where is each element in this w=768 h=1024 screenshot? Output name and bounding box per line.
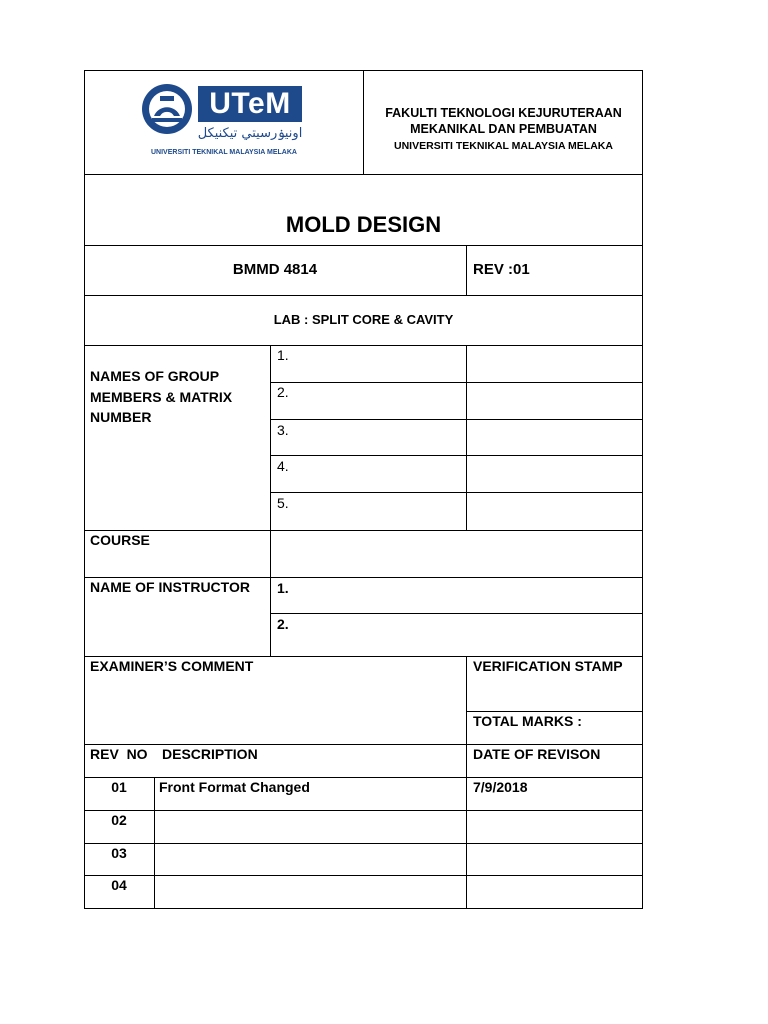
instructor-entry: 2. (277, 616, 289, 632)
rule (270, 613, 643, 614)
revision-number: REV :01 (473, 261, 530, 278)
rule (270, 455, 643, 456)
cover-form (84, 70, 643, 909)
member-entry: 1. (277, 347, 289, 363)
lab-title: LAB : SPLIT CORE & CAVITY (273, 312, 454, 327)
instructor-entry: 1. (277, 580, 289, 596)
rule (84, 345, 643, 346)
rule (270, 492, 643, 493)
rev-no-cell: 01 (111, 779, 127, 795)
rule (84, 843, 643, 844)
member-entry: 4. (277, 458, 289, 474)
document-title: MOLD DESIGN (285, 212, 442, 237)
border-bottom (84, 908, 643, 909)
member-entry: 3. (277, 422, 289, 438)
rule (154, 777, 155, 909)
date-header: DATE OF REVISON (473, 746, 601, 762)
rule (84, 810, 643, 811)
rule (84, 656, 643, 657)
member-entry: 5. (277, 495, 289, 511)
rule (84, 245, 643, 246)
logo-wordmark: UTeM (209, 87, 291, 120)
examiner-comment-label: EXAMINER’S COMMENT (90, 658, 254, 674)
rule (84, 174, 643, 175)
rule (84, 577, 643, 578)
rule (466, 711, 643, 712)
rule (270, 382, 643, 383)
group-label-line-2: MEMBERS & MATRIX (90, 389, 233, 405)
rule (84, 777, 643, 778)
description-header: DESCRIPTION (162, 746, 258, 762)
rule (84, 295, 643, 296)
rule (466, 245, 467, 295)
logo-university-name: UNIVERSITI TEKNIKAL MALAYSIA MELAKA (151, 149, 297, 156)
rule (270, 345, 271, 656)
university-name: UNIVERSITI TEKNIKAL MALAYSIA MELAKA (394, 140, 613, 152)
description-cell: Front Format Changed (159, 779, 310, 795)
date-cell: 7/9/2018 (473, 779, 528, 795)
rev-no-cell: 03 (111, 845, 127, 861)
rev-no-header: REV NO (90, 746, 148, 762)
group-label-line-1: NAMES OF GROUP (90, 368, 220, 384)
rule (466, 656, 467, 909)
utem-seal-icon (140, 82, 194, 136)
rule (84, 875, 643, 876)
instructor-label: NAME OF INSTRUCTOR (90, 579, 250, 595)
course-code: BMMD 4814 (232, 261, 318, 278)
rule (270, 419, 643, 420)
rev-no-cell: 04 (111, 877, 127, 893)
course-label: COURSE (90, 532, 150, 548)
utem-logo (140, 82, 308, 162)
total-marks-label: TOTAL MARKS : (473, 713, 582, 729)
border-right (642, 70, 643, 909)
member-entry: 2. (277, 384, 289, 400)
faculty-line-1: FAKULTI TEKNOLOGI KEJURUTERAAN (385, 106, 622, 120)
rule (466, 345, 467, 530)
logo-jawi-text: اونيۏرسيتي تيکنيکل (197, 126, 303, 141)
rule (84, 530, 643, 531)
rule (84, 744, 643, 745)
rev-no-cell: 02 (111, 812, 127, 828)
group-label-line-3: NUMBER (90, 409, 152, 425)
faculty-line-2: MEKANIKAL DAN PEMBUATAN (410, 122, 597, 136)
verification-stamp-label: VERIFICATION STAMP (473, 658, 623, 674)
